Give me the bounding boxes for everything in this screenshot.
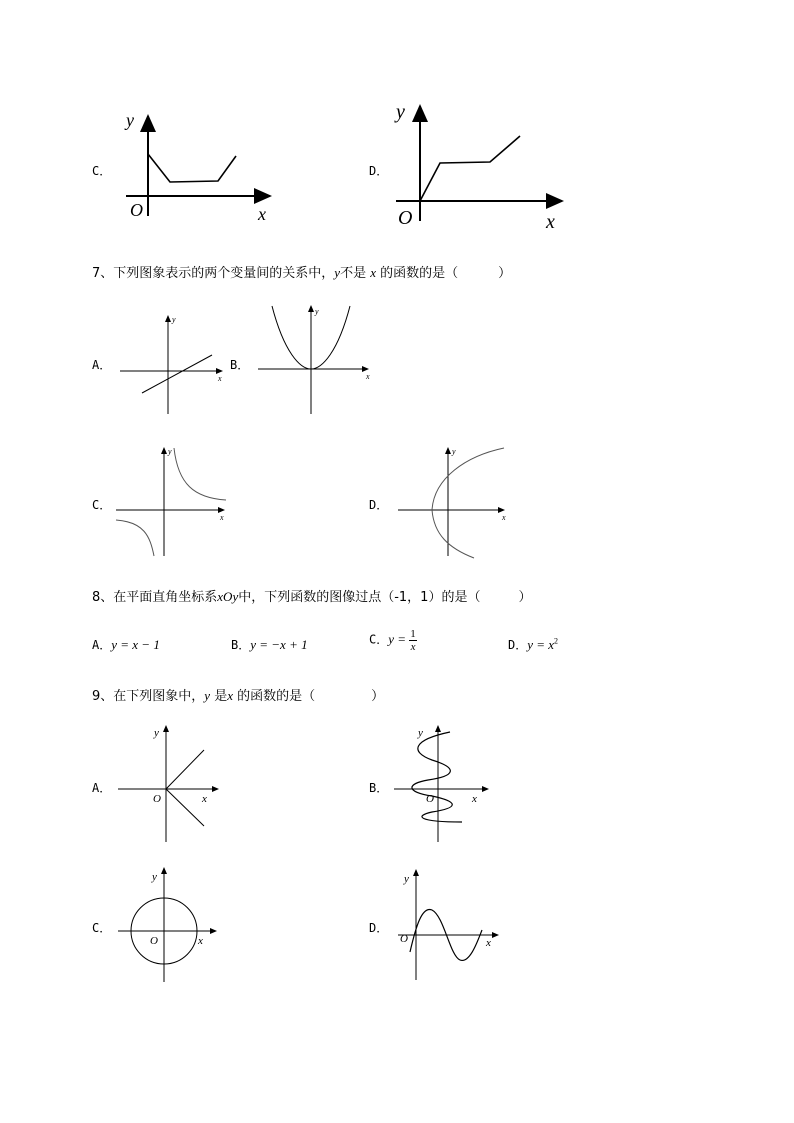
q6-graph-d [390, 96, 570, 236]
q6d-origin-label: O [398, 207, 413, 229]
q7-option-d-label: D． [369, 498, 389, 512]
q8-option-c-label: C． [369, 632, 389, 647]
q9-stem [92, 685, 384, 704]
q9-text-b: 是 [214, 689, 228, 704]
q9c-x-label: x [198, 935, 203, 947]
q9b-y-label: y [418, 727, 423, 739]
q6d-y-label: y [396, 101, 405, 123]
q8-option-b[interactable] [231, 636, 308, 653]
q7-option-c-label: C． [92, 498, 112, 512]
q9-text-c: 的函数的是（ [237, 689, 316, 704]
q9b-x-label: x [472, 793, 477, 805]
q7a-y-label: y [172, 315, 176, 324]
q9-close: ） [371, 689, 385, 704]
q8-close: ） [518, 590, 532, 605]
q6-option-c-label: C． [92, 164, 112, 178]
q7d-y-label: y [452, 447, 456, 456]
q8-option-b-expr: y = −x + 1 [250, 637, 308, 652]
q8-option-b-label: B． [231, 638, 251, 652]
q7-text-b: 不是 [340, 266, 367, 281]
q9a-origin-label: O [153, 793, 161, 805]
q8-option-d-lhs: y = x [527, 637, 555, 652]
q7-graph-b [256, 304, 376, 418]
q9-option-c-label: C． [92, 921, 112, 935]
q9d-origin-label: O [400, 933, 408, 945]
q6c-x-label: x [258, 204, 266, 224]
q7-option-a-label: A． [92, 358, 112, 372]
q9-var-y: y [204, 688, 211, 703]
q8-option-a-label: A． [92, 638, 112, 652]
q9d-y-label: y [404, 873, 409, 885]
q8-option-d-exp: 2 [554, 636, 559, 646]
q9-option-a-label: A． [92, 781, 112, 795]
q7b-x-label: x [366, 372, 370, 381]
q8-stem [92, 586, 531, 605]
q8-option-c[interactable] [369, 628, 417, 653]
q7-text-a: 7、下列图象表示的两个变量间的关系中， [92, 266, 335, 281]
q9-graph-b [392, 722, 492, 846]
q9-text-a: 9、在下列图象中， [92, 689, 205, 704]
q9-option-d-label: D． [369, 921, 389, 935]
q7d-x-label: x [502, 513, 506, 522]
q7-var-y: y [334, 265, 341, 280]
q8-system: xOy [217, 589, 239, 604]
q7c-y-label: y [168, 447, 172, 456]
q7-text-c: 的函数的是（ [380, 266, 459, 281]
q7-close: ） [498, 266, 512, 281]
q8-option-a-expr: y = x − 1 [111, 637, 160, 652]
q6-option-d-label: D． [369, 164, 389, 178]
q6c-origin-label: O [130, 200, 143, 220]
q9c-y-label: y [152, 871, 157, 883]
q7-graph-c [114, 444, 232, 560]
q9-graph-c [116, 864, 224, 986]
q8-option-d-label: D． [508, 638, 528, 652]
q9-graph-d [396, 866, 504, 984]
q6-graph-c [118, 108, 283, 226]
q7-var-x: x [370, 265, 376, 280]
q9a-y-label: y [154, 727, 159, 739]
q9-var-x: x [227, 688, 233, 703]
q8-option-c-lhs: y = [388, 631, 407, 647]
q8-text-a: 8、在平面直角坐标系 [92, 590, 218, 605]
q6c-y-label: y [126, 110, 134, 130]
q8-option-d[interactable] [508, 636, 558, 653]
q7c-x-label: x [220, 513, 224, 522]
q9c-origin-label: O [150, 935, 158, 947]
q9b-origin-label: O [426, 793, 434, 805]
q6d-x-label: x [546, 211, 555, 233]
q8-option-c-fraction [409, 628, 417, 653]
q9a-x-label: x [202, 793, 207, 805]
q9d-x-label: x [486, 937, 491, 949]
q7-stem [92, 262, 511, 281]
q8-option-c-den: x [410, 641, 416, 653]
q8-option-a[interactable] [92, 636, 160, 653]
q9-option-b-label: B． [369, 781, 389, 795]
q8-text-b: 中，下列函数的图像过点（-1，1）的是（ [238, 590, 481, 605]
q7b-y-label: y [315, 307, 319, 316]
q7-option-b-label: B． [230, 358, 250, 372]
q7-graph-a [118, 312, 230, 418]
q7a-x-label: x [218, 374, 222, 383]
q9-graph-a [116, 722, 224, 846]
q8-option-c-num: 1 [410, 628, 416, 640]
q7-graph-d [396, 444, 512, 560]
